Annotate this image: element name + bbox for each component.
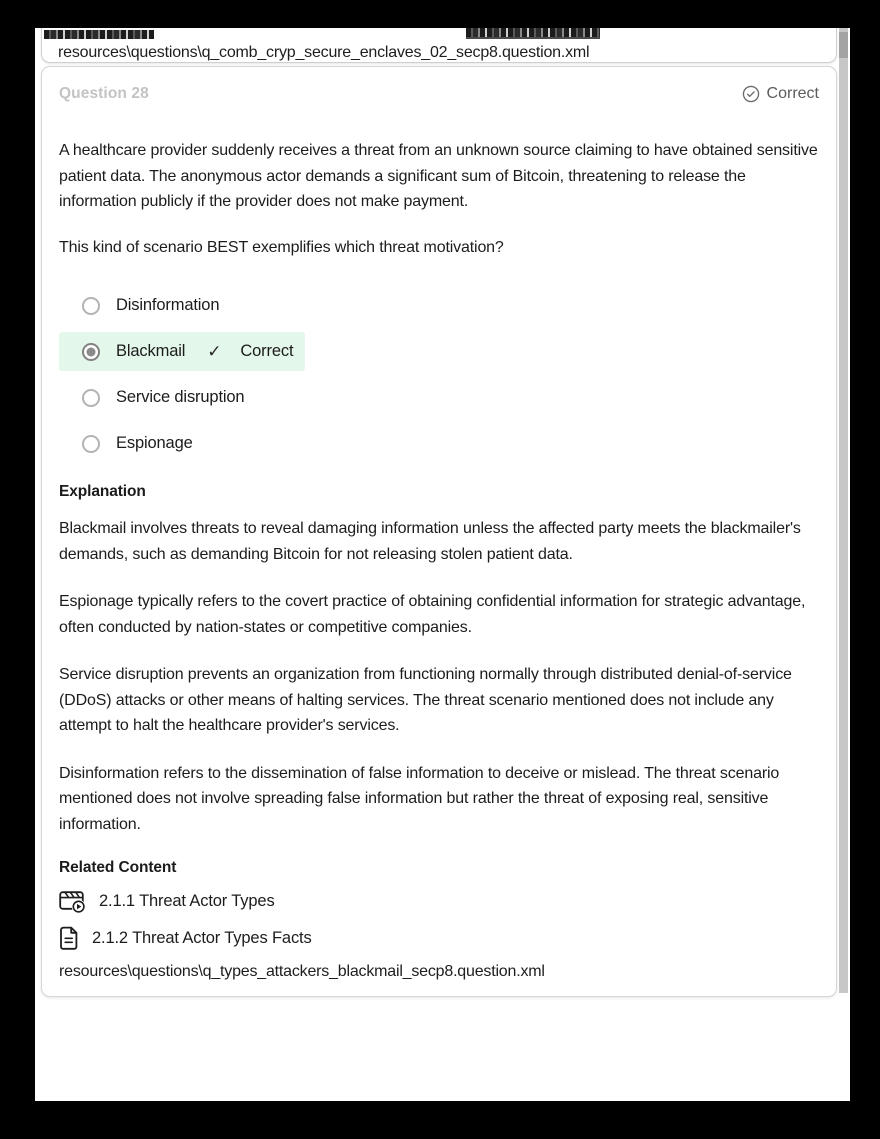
related-item-document[interactable] [59,926,819,951]
option-disinformation[interactable] [59,286,231,325]
related-item-video[interactable] [59,889,819,914]
verdict-label: Correct [240,342,294,360]
option-label: Service disruption [116,388,245,406]
radio-unchecked-icon[interactable] [82,389,100,407]
clipped-text-fragment [44,30,154,39]
option-service-disruption[interactable] [59,378,256,417]
radio-unchecked-icon[interactable] [82,297,100,315]
previous-question-card [41,28,837,63]
option-label: Espionage [116,434,193,452]
content-viewport [35,28,850,1101]
previous-question-file-path: resources\questions\q_comb_cryp_secure_enclaves_02_secp8.question.xml [58,44,590,61]
radio-checked-icon[interactable] [82,343,100,361]
document-icon [59,926,80,951]
question-prompt: This kind of scenario BEST exemplifies which threat motivation? [59,238,504,256]
question-text: A healthcare provider suddenly receives a threat from an unknown source claiming to have obtained sensitive patient data. The anonymous actor demands a significant sum of Bitcoin, threatening to release the information publicly if the provider does not make payment. [59,142,818,210]
scrollbar-thumb[interactable] [839,32,848,58]
check-icon: ✓ [207,341,222,361]
option-blackmail-correct[interactable] [59,332,305,371]
question-file-path: resources\questions\q_types_attackers_blackmail_secp8.question.xml [59,963,545,980]
option-espionage[interactable] [59,424,205,463]
explanation-paragraph: Service disruption prevents an organization from functioning normally through distributed denial-of-service (DDoS) attacks or other means of halting services. The threat scenario mentioned does not include any attempt to halt the healthcare provider's services. [59,666,792,734]
answer-options [59,286,819,463]
clipped-link-fragment [466,28,600,39]
explanation-paragraph: Disinformation refers to the dissemination of false information to deceive or mislead. The threat scenario mentioned does not involve spreading false information but rather the threat of exposing real, sensitive information. [59,764,780,833]
option-label: Blackmail [116,342,186,360]
radio-unchecked-icon[interactable] [82,435,100,453]
explanation-heading: Explanation [59,483,146,500]
question-card-header [59,84,819,104]
related-content-heading: Related Content [59,859,177,876]
question-card [41,66,837,997]
scrollbar[interactable] [839,28,848,993]
status-badge [742,85,819,103]
question-number-label: Question 28 [59,85,149,102]
status-label: Correct [766,85,819,102]
option-label: Disinformation [116,296,220,314]
related-item-label: 2.1.1 Threat Actor Types [99,892,275,910]
explanation-paragraph: Espionage typically refers to the covert practice of obtaining confidential information for strategic advantage, often conducted by nation-states or competitive companies. [59,593,806,636]
circle-check-icon [742,85,760,103]
video-icon [59,889,87,914]
explanation-paragraph: Blackmail involves threats to reveal damaging information unless the affected party meets the blackmailer's demands, such as demanding Bitcoin for not releasing stolen patient data. [59,520,801,563]
related-item-label: 2.1.2 Threat Actor Types Facts [92,929,312,947]
